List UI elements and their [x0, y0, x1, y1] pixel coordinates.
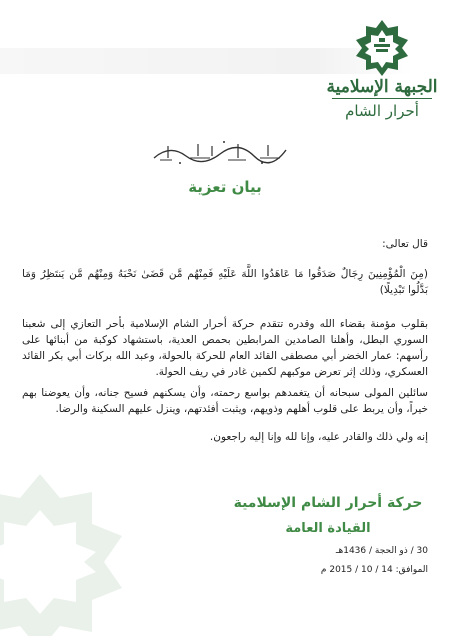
seal-emblem-icon — [344, 18, 420, 78]
closing-paragraph: إنه ولي ذلك والقادر عليه، وإنا لله وإنا إليه راجعون. — [209, 431, 428, 443]
hijri-date: 30 / ذو الحجة / 1436هـ — [335, 546, 428, 556]
logo-subtitle: أحرار الشام — [345, 102, 419, 120]
logo-divider — [332, 98, 432, 99]
document-title: بيان تعزية — [188, 178, 262, 196]
signature-leadership: القيادة العامة — [285, 521, 371, 536]
quran-verse: (مِنَ الْمُؤْمِنِينَ رِجَالٌ صَدَقُوا مَا عَاهَدُوا اللَّهَ عَلَيْهِ فَمِنْهُم مَّن قَضَىٰ نَحْبَهُ وَمِنْهُم مَّن يَنتَظِرُ وَمَا بَدَّلُوا تَبْدِيلًا) — [22, 268, 428, 296]
organization-logo — [326, 18, 438, 126]
verse-intro: قال تعالى: — [382, 238, 428, 250]
prayer-paragraph: سائلين المولى سبحانه أن يتغمدهم بواسع رحمته، وأن يسكنهم فسيح جنانه، وأن يعوضنا بهم خيراً، وأن يربط على قلوب أهلهم وذويهم، ويثبت أفئدتهم، وينزل عليهم السكينة والرضا. — [22, 387, 428, 415]
gregorian-date: الموافق: 14 / 10 / 2015 م — [320, 565, 428, 575]
condolence-paragraph: بقلوب مؤمنة بقضاء الله وقدره تتقدم حركة أحرار الشام الإسلامية بأحر التعازي إلى شعبنا السوري البطل، وأهلنا الصامدين المرابطين بحمص العدية، باستشهاد كوكبة من أبنائها على رأسهم: عمار الخضر أبي مصطفى القائد العام للحركة بالحولة، وعبد الله بركات أبي بكر القائد العسكري، وذلك إثر تعرض موكبهم لكمين غادر في ريف الحولة. — [22, 318, 428, 378]
signature-organization: حركة أحرار الشام الإسلامية — [233, 495, 423, 511]
watermark-emblem — [0, 454, 170, 636]
basmala-calligraphy — [150, 136, 290, 166]
logo-title: الجبهة الإسلامية — [326, 77, 438, 97]
